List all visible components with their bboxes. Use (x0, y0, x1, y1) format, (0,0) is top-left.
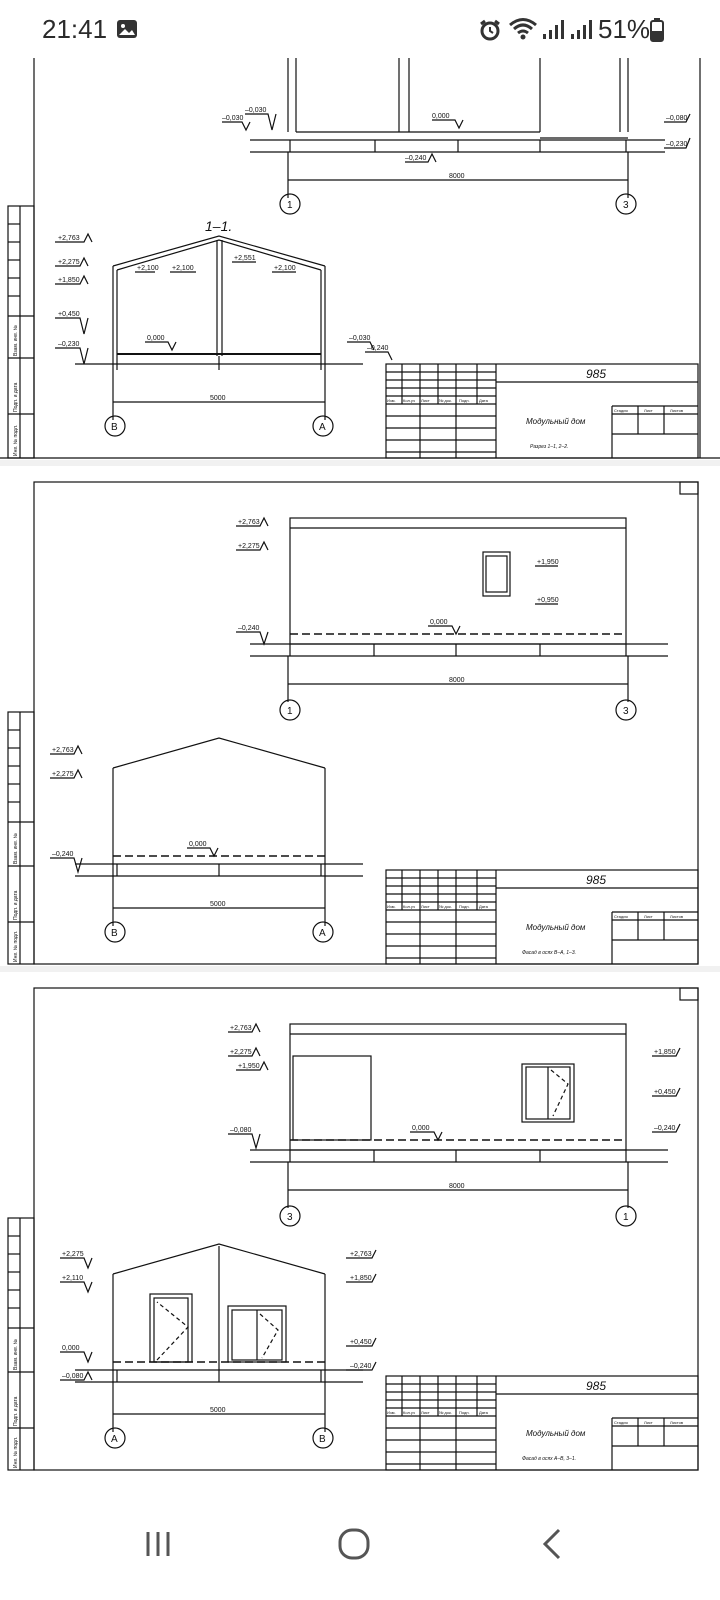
status-bar (0, 0, 720, 58)
elevation-mark: +2,275 (58, 259, 80, 266)
recents-button[interactable] (118, 1508, 198, 1580)
drawing-title: Модульный дом (526, 417, 586, 426)
axis-label: 3 (287, 1212, 293, 1223)
back-button[interactable] (512, 1508, 592, 1580)
project-number: 985 (586, 1379, 607, 1393)
elevation-mark: +2,763 (350, 1251, 372, 1258)
elevation-mark: –0,240 (367, 345, 389, 352)
table-header: Листов (670, 914, 683, 919)
table-header: Подп. (459, 904, 470, 909)
table-header: № док. (439, 398, 452, 403)
axis-label: В (111, 422, 118, 433)
mark-top-center: 0,000 (432, 113, 450, 120)
table-header: Листов (670, 408, 683, 413)
elevation-mark: +0,450 (654, 1089, 676, 1096)
mark-top-left-a2: –0,030 (245, 107, 267, 114)
elevation-mark: +1,850 (350, 1275, 372, 1282)
table-header: Стадия (614, 1420, 628, 1425)
drawing-title: Модульный дом (526, 1429, 586, 1438)
elevation-mark: +1,850 (58, 277, 80, 284)
table-header: Листов (670, 1420, 683, 1425)
elevation-mark: +2,763 (52, 747, 74, 754)
stamp-label: Подп. и дата (13, 890, 19, 920)
status-time: 21:41 (42, 14, 108, 44)
elevation-mark: –0,240 (52, 851, 74, 858)
navigation-bar (0, 1488, 720, 1600)
elevation-mark: +0,450 (350, 1339, 372, 1346)
battery-icon (650, 18, 664, 47)
stamp-label: Взам. инв. № (13, 1339, 19, 1370)
stamp-label: Подп. и дата (13, 382, 19, 412)
back-icon (539, 1527, 565, 1561)
elevation-mark: +0,450 (58, 311, 80, 318)
project-number: 985 (586, 367, 607, 381)
stamp-label: Инв. № подл. (13, 424, 19, 456)
project-number: 985 (586, 873, 607, 887)
table-header: Стадия (614, 408, 628, 413)
drawing-subtitle: Разрез 1–1, 2–2. (530, 444, 569, 450)
table-header: Подп. (459, 398, 470, 403)
drawing-sheet-2[interactable] (0, 466, 720, 966)
table-header: Лист (421, 904, 430, 909)
bottom-dimension: 5000 (210, 1407, 226, 1414)
elevation-mark: +2,100 (137, 265, 159, 272)
elevation-mark: +2,100 (274, 265, 296, 272)
mark-top-right-b: –0,230 (666, 141, 688, 148)
drawing-canvas (0, 972, 720, 1488)
elevation-mark: +1,950 (537, 559, 559, 566)
table-header: № док. (439, 904, 452, 909)
elevation-mark: +2,275 (52, 771, 74, 778)
axis-label: А (111, 1434, 118, 1445)
table-header: Лист (421, 398, 430, 403)
drawing-subtitle: Фасад в осях А–В, 3–1. (522, 1456, 576, 1462)
axis-label: В (319, 1434, 326, 1445)
table-header: Дата (479, 904, 488, 909)
elevation-mark: +2,100 (172, 265, 194, 272)
top-dimension: 8000 (449, 1183, 465, 1190)
stamp-label: Взам. инв. № (13, 325, 19, 356)
elevation-mark: +2,763 (230, 1025, 252, 1032)
drawing-sheet-1[interactable] (0, 58, 720, 460)
elevation-mark: 0,000 (430, 619, 448, 626)
drawing-canvas (0, 466, 720, 966)
mark-top-left-a: –0,030 (222, 115, 244, 122)
stamp-label: Инв. № подл. (13, 1436, 19, 1468)
table-header: Дата (479, 398, 488, 403)
battery-level: 51% (598, 14, 651, 44)
table-header: Лист (644, 1420, 653, 1425)
table-header: № док. (439, 1410, 452, 1415)
stamp-label: Инв. № подл. (13, 930, 19, 962)
wifi-icon (508, 16, 538, 47)
elevation-mark: –0,230 (58, 341, 80, 348)
stamp-label: Подп. и дата (13, 1396, 19, 1426)
document-viewer[interactable] (0, 58, 720, 1488)
drawing-title: Модульный дом (526, 923, 586, 932)
axis-label: А (319, 422, 326, 433)
drawing-subtitle: Фасад в осях В–А, 1–3. (522, 950, 576, 956)
bottom-dimension: 5000 (210, 395, 226, 402)
top-dimension: 8000 (449, 677, 465, 684)
table-header: Изм. (387, 904, 396, 909)
axis-label: 3 (623, 706, 629, 717)
elevation-mark: 0,000 (147, 335, 165, 342)
elevation-mark: 0,000 (189, 841, 207, 848)
table-header: Лист (644, 914, 653, 919)
mark-top-center-b: –0,240 (405, 155, 427, 162)
mark-top-right-a: –0,080 (666, 115, 688, 122)
elevation-mark: –0,080 (62, 1373, 84, 1380)
elevation-mark: –0,240 (654, 1125, 676, 1132)
home-icon (337, 1527, 371, 1561)
elevation-mark: +2,110 (62, 1275, 84, 1282)
elevation-mark: +2,275 (238, 543, 260, 550)
drawing-sheet-3[interactable] (0, 972, 720, 1488)
axis-label: 1 (287, 200, 293, 211)
recents-icon (142, 1528, 174, 1560)
table-header: Подп. (459, 1410, 470, 1415)
elevation-mark: +2,763 (58, 235, 80, 242)
elevation-mark: +2,275 (62, 1251, 84, 1258)
elevation-mark: +2,551 (234, 255, 256, 262)
drawing-canvas (0, 58, 720, 460)
table-header: Лист (421, 1410, 430, 1415)
section-label: 1–1. (205, 218, 233, 234)
axis-label: А (319, 928, 326, 939)
elevation-mark: –0,030 (349, 335, 371, 342)
table-header: Лист (644, 408, 653, 413)
bottom-dimension: 5000 (210, 901, 226, 908)
elevation-mark: 0,000 (412, 1125, 430, 1132)
table-header: Стадия (614, 914, 628, 919)
table-header: Дата (479, 1410, 488, 1415)
elevation-mark: +0,950 (537, 597, 559, 604)
elevation-mark: +1,950 (238, 1063, 260, 1070)
elevation-mark: +2,763 (238, 519, 260, 526)
axis-label: 1 (623, 1212, 629, 1223)
image-icon (116, 18, 138, 45)
elevation-mark: –0,240 (238, 625, 260, 632)
table-header: Кол.уч (403, 1410, 415, 1415)
table-header: Изм. (387, 1410, 396, 1415)
signal-icon (542, 18, 566, 45)
table-header: Изм. (387, 398, 396, 403)
table-header: Кол.уч (403, 904, 415, 909)
elevation-mark: –0,240 (350, 1363, 372, 1370)
elevation-mark: +1,850 (654, 1049, 676, 1056)
elevation-mark: –0,080 (230, 1127, 252, 1134)
table-header: Кол.уч (403, 398, 415, 403)
top-dimension: 8000 (449, 173, 465, 180)
alarm-icon (478, 18, 502, 47)
stamp-label: Взам. инв. № (13, 833, 19, 864)
elevation-mark: 0,000 (62, 1345, 80, 1352)
home-button[interactable] (314, 1508, 394, 1580)
elevation-mark: +2,275 (230, 1049, 252, 1056)
axis-label: В (111, 928, 118, 939)
axis-label: 1 (287, 706, 293, 717)
axis-label: 3 (623, 200, 629, 211)
signal-icon (570, 18, 594, 45)
